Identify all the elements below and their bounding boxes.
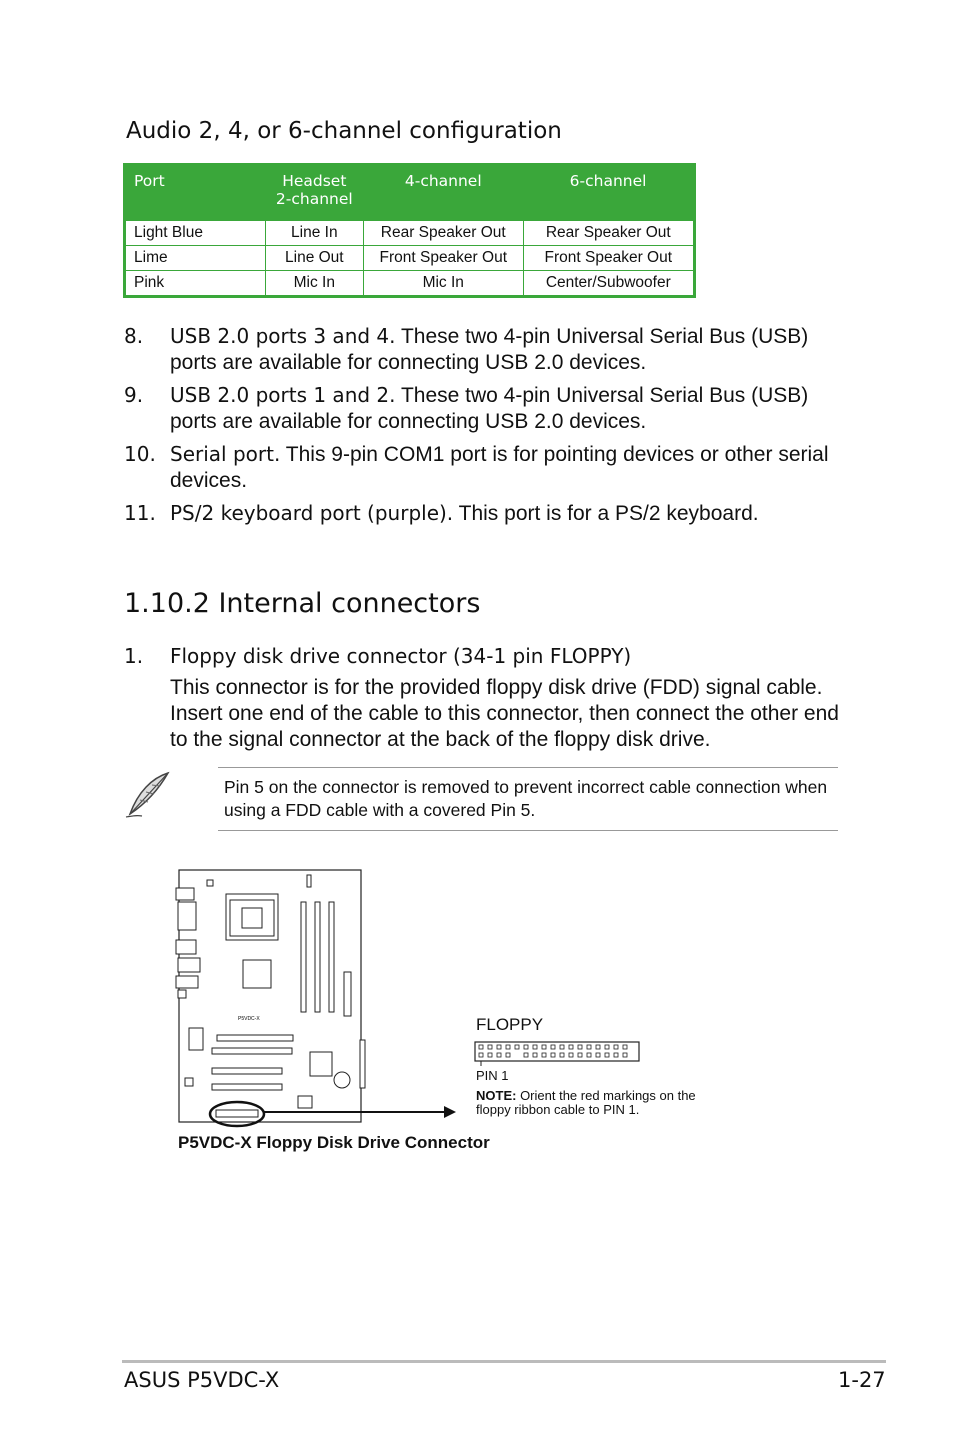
floppy-connector-label: FLOPPY xyxy=(476,1015,544,1034)
col-header-headset xyxy=(265,165,363,221)
table-cell: Rear Speaker Out xyxy=(523,221,694,246)
table-row xyxy=(125,271,695,297)
note-bottom-divider xyxy=(218,830,838,831)
floppy-pin-header xyxy=(474,1040,642,1071)
note-text: Pin 5 on the connector is removed to prevent incorrect cable connection when using a FDD cable with a covered Pin 5. xyxy=(224,777,828,820)
table-row xyxy=(125,221,695,246)
footer-page-number: 1-27 xyxy=(838,1368,886,1392)
table-cell: Front Speaker Out xyxy=(523,246,694,271)
item-text: This connector is for the provided floppy disk drive (FDD) signal cable. Insert one end of the cable to this connector, then connect the other end to the signal connector at the back of the floppy disk drive. xyxy=(170,676,839,751)
item-text: These two 4-pin Universal Serial Bus (USB) ports are available for connecting USB 2.0 devices. xyxy=(170,384,809,433)
item-text: This 9-pin COM1 port is for pointing devices or other serial devices. xyxy=(170,443,829,492)
note-top-divider xyxy=(218,767,838,768)
item-number: 9. xyxy=(124,383,144,407)
table-row xyxy=(125,246,695,271)
board-label: P5VDC-X xyxy=(238,1016,260,1022)
col-header-port: Port xyxy=(125,165,266,221)
table-cell: Light Blue xyxy=(125,221,266,246)
table-header-row xyxy=(125,165,695,221)
item-number: 11. xyxy=(124,501,156,525)
table-cell: Mic In xyxy=(265,271,363,297)
feather-pen-icon xyxy=(122,770,172,825)
item-text: This port is for a PS/2 keyboard. xyxy=(453,502,759,525)
diagram-caption: P5VDC-X Floppy Disk Drive Connector xyxy=(178,1133,490,1152)
list-item xyxy=(124,382,844,435)
footer-product: ASUS P5VDC-X xyxy=(124,1368,280,1392)
table-cell: Line In xyxy=(265,221,363,246)
item-lead: USB 2.0 ports 1 and 2. xyxy=(170,383,396,407)
diagram-note-text: Orient the red markings on the floppy ribbon cable to PIN 1. xyxy=(476,1088,696,1117)
audio-config-title: Audio 2, 4, or 6-channel configuration xyxy=(126,118,562,144)
table-cell: Lime xyxy=(125,246,266,271)
col-header-4ch: 4-channel xyxy=(363,165,523,221)
list-item xyxy=(124,323,844,376)
item-number: 10. xyxy=(124,442,156,466)
table-cell: Rear Speaker Out xyxy=(363,221,523,246)
table-cell: Mic In xyxy=(363,271,523,297)
item-lead: Floppy disk drive connector (34-1 pin FLOPPY) xyxy=(170,644,632,668)
item-text: These two 4-pin Universal Serial Bus (USB) ports are available for connecting USB 2.0 devices. xyxy=(170,325,809,374)
col-header-headset-line2: 2-channel xyxy=(275,190,353,208)
audio-config-table xyxy=(123,163,696,298)
list-item xyxy=(124,500,844,527)
table-cell: Pink xyxy=(125,271,266,297)
item-lead: USB 2.0 ports 3 and 4. xyxy=(170,324,396,348)
list-item xyxy=(124,441,844,494)
table-cell: Front Speaker Out xyxy=(363,246,523,271)
diagram-note xyxy=(476,1089,716,1117)
footer-divider xyxy=(122,1360,886,1363)
table-cell: Line Out xyxy=(265,246,363,271)
col-header-headset-line1: Headset xyxy=(282,172,347,190)
item-number: 1. xyxy=(124,644,144,668)
col-header-6ch: 6-channel xyxy=(523,165,694,221)
section-title: 1.10.2 Internal connectors xyxy=(124,588,481,619)
item-lead: Serial port. xyxy=(170,442,281,466)
item-number: 8. xyxy=(124,324,144,348)
pin1-label: PIN 1 xyxy=(476,1068,509,1083)
item-lead: PS/2 keyboard port (purple). xyxy=(170,501,454,525)
floppy-item xyxy=(124,643,844,753)
table-cell: Center/Subwoofer xyxy=(523,271,694,297)
diagram-note-bold: NOTE: xyxy=(476,1088,517,1103)
motherboard-diagram xyxy=(160,860,460,1135)
